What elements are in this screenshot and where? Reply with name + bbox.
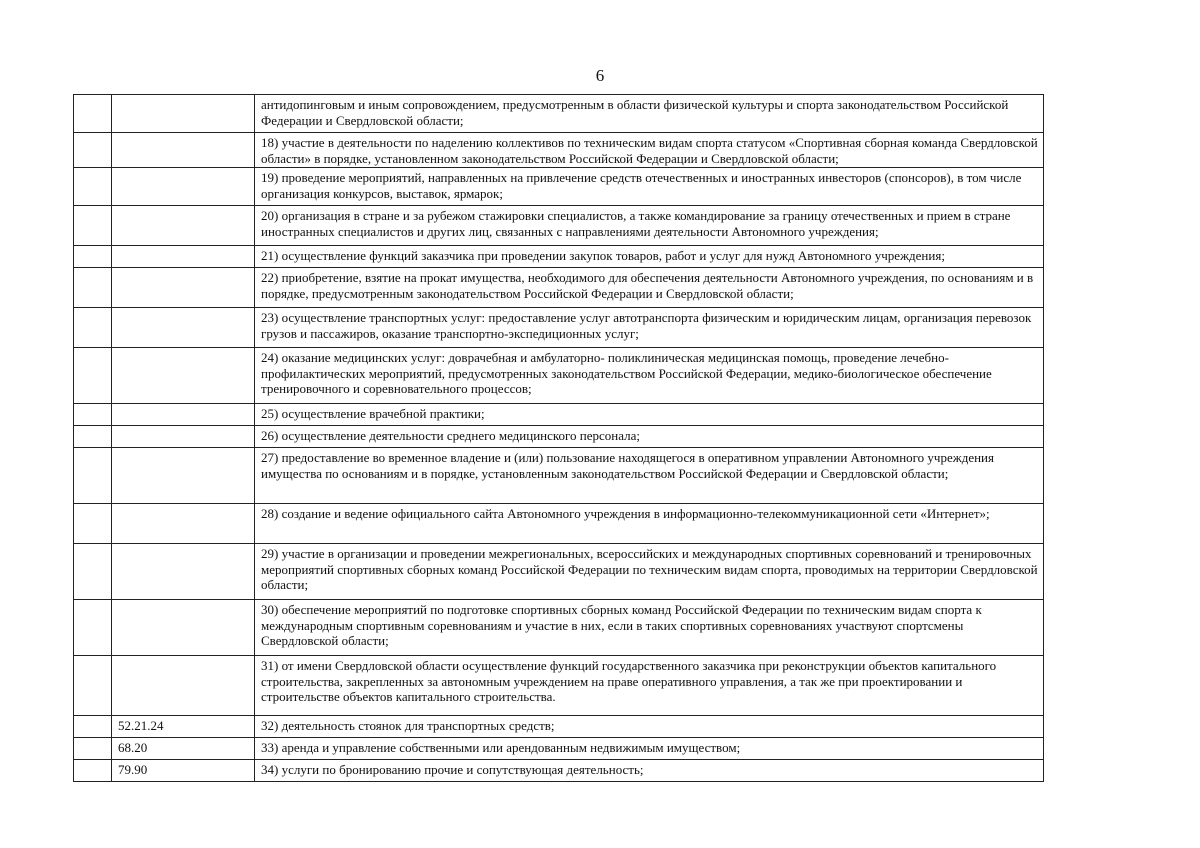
row-number-cell — [74, 716, 112, 738]
activities-table — [73, 94, 1044, 782]
okved-code-cell — [112, 426, 255, 448]
table-row — [74, 426, 1044, 448]
table-row — [74, 600, 1044, 656]
activity-description-cell: 20) организация в стране и за рубежом стажировки специалистов, а также командирование за границу отечественных и прием в стране иностранных специалистов и других лиц, связанных с направлениями деятельности Автономного учреждения; — [255, 206, 1044, 246]
okved-code-cell: 68.20 — [112, 738, 255, 760]
row-number-cell — [74, 348, 112, 404]
activity-description-cell: 34) услуги по бронированию прочие и сопутствующая деятельность; — [255, 760, 1044, 782]
table-row — [74, 168, 1044, 206]
activity-description-cell: 18) участие в деятельности по наделению коллективов по техническим видам спорта статусом «Спортивная сборная команда Свердловской области» в порядке, установленном законодательством Российской Федерации и Свердловской области; — [255, 133, 1044, 168]
activity-description-cell: антидопинговым и иным сопровождением, предусмотренным в области физической культуры и спорта законодательством Российской Федерации и Свердловской области; — [255, 95, 1044, 133]
activity-description-cell: 27) предоставление во временное владение и (или) пользование находящегося в оперативном управлении Автономного учреждения имущества по основаниям и в порядке, установленным законодательством Российской Федерации и Свердловской области; — [255, 448, 1044, 504]
table-row — [74, 95, 1044, 133]
table-row — [74, 448, 1044, 504]
activity-description-cell: 24) оказание медицинских услуг: доврачебная и амбулаторно- поликлиническая медицинская помощь, проведение лечебно-профилактических мероприятий, предусмотренных законодательством Российской Федерации, медико-биологическое обеспечение тренировочного и соревновательного процессов; — [255, 348, 1044, 404]
activity-description-cell: 21) осуществление функций заказчика при проведении закупок товаров, работ и услуг для нужд Автономного учреждения; — [255, 246, 1044, 268]
activity-description-cell: 31) от имени Свердловской области осуществление функций государственного заказчика при реконструкции объектов капитального строительства, закрепленных за автономным учреждением на праве оперативного управления, а так же при проектировании и строительстве объектов капитального строительства. — [255, 656, 1044, 716]
row-number-cell — [74, 246, 112, 268]
table-row — [74, 404, 1044, 426]
row-number-cell — [74, 426, 112, 448]
activity-description-cell: 23) осуществление транспортных услуг: предоставление услуг автотранспорта физическим и юридическим лицам, организация перевозок грузов и пассажиров, оказание транспортно-экспедиционных услуг; — [255, 308, 1044, 348]
okved-code-cell — [112, 308, 255, 348]
activity-description-cell: 19) проведение мероприятий, направленных на привлечение средств отечественных и иностранных инвесторов (спонсоров), в том числе организация конкурсов, выставок, ярмарок; — [255, 168, 1044, 206]
table-row — [74, 656, 1044, 716]
okved-code-cell — [112, 95, 255, 133]
table-row — [74, 133, 1044, 168]
row-number-cell — [74, 738, 112, 760]
table-row — [74, 504, 1044, 544]
activity-description-cell: 28) создание и ведение официального сайта Автономного учреждения в информационно-телекоммуникационной сети «Интернет»; — [255, 504, 1044, 544]
row-number-cell — [74, 544, 112, 600]
activity-description-cell: 30) обеспечение мероприятий по подготовке спортивных сборных команд Российской Федерации по техническим видам спорта к международным спортивным соревнованиям и участие в них, если в таких спортивных соревнованиях участвуют спортсмены Свердловской области; — [255, 600, 1044, 656]
okved-code-cell — [112, 404, 255, 426]
row-number-cell — [74, 133, 112, 168]
okved-code-cell: 79.90 — [112, 760, 255, 782]
row-number-cell — [74, 504, 112, 544]
row-number-cell — [74, 448, 112, 504]
table-row — [74, 268, 1044, 308]
okved-code-cell — [112, 133, 255, 168]
table-row — [74, 716, 1044, 738]
row-number-cell — [74, 404, 112, 426]
activity-description-cell: 25) осуществление врачебной практики; — [255, 404, 1044, 426]
row-number-cell — [74, 206, 112, 246]
row-number-cell — [74, 308, 112, 348]
table-row — [74, 760, 1044, 782]
table-row — [74, 544, 1044, 600]
okved-code-cell — [112, 448, 255, 504]
table-row — [74, 738, 1044, 760]
row-number-cell — [74, 168, 112, 206]
activities-table-body — [74, 95, 1044, 782]
table-row — [74, 348, 1044, 404]
table-row — [74, 246, 1044, 268]
activity-description-cell: 29) участие в организации и проведении межрегиональных, всероссийских и международных спортивных соревнований и тренировочных мероприятий спортивных сборных команд Российской Федерации по техническим видам спорта, проводимых на территории Свердловской области; — [255, 544, 1044, 600]
row-number-cell — [74, 600, 112, 656]
okved-code-cell — [112, 656, 255, 716]
okved-code-cell — [112, 206, 255, 246]
row-number-cell — [74, 268, 112, 308]
okved-code-cell — [112, 600, 255, 656]
activity-description-cell: 26) осуществление деятельности среднего медицинского персонала; — [255, 426, 1044, 448]
okved-code-cell — [112, 168, 255, 206]
activity-description-cell: 33) аренда и управление собственными или арендованным недвижимым имуществом; — [255, 738, 1044, 760]
row-number-cell — [74, 656, 112, 716]
okved-code-cell — [112, 544, 255, 600]
table-row — [74, 308, 1044, 348]
activity-description-cell: 22) приобретение, взятие на прокат имущества, необходимого для обеспечения деятельности Автономного учреждения, по основаниям и в порядке, предусмотренным законодательством Российской Федерации и Свердловской области; — [255, 268, 1044, 308]
page-number: 6 — [595, 66, 605, 85]
row-number-cell — [74, 95, 112, 133]
activity-description-cell: 32) деятельность стоянок для транспортных средств; — [255, 716, 1044, 738]
okved-code-cell — [112, 268, 255, 308]
okved-code-cell — [112, 504, 255, 544]
okved-code-cell: 52.21.24 — [112, 716, 255, 738]
okved-code-cell — [112, 246, 255, 268]
okved-code-cell — [112, 348, 255, 404]
row-number-cell — [74, 760, 112, 782]
table-row — [74, 206, 1044, 246]
